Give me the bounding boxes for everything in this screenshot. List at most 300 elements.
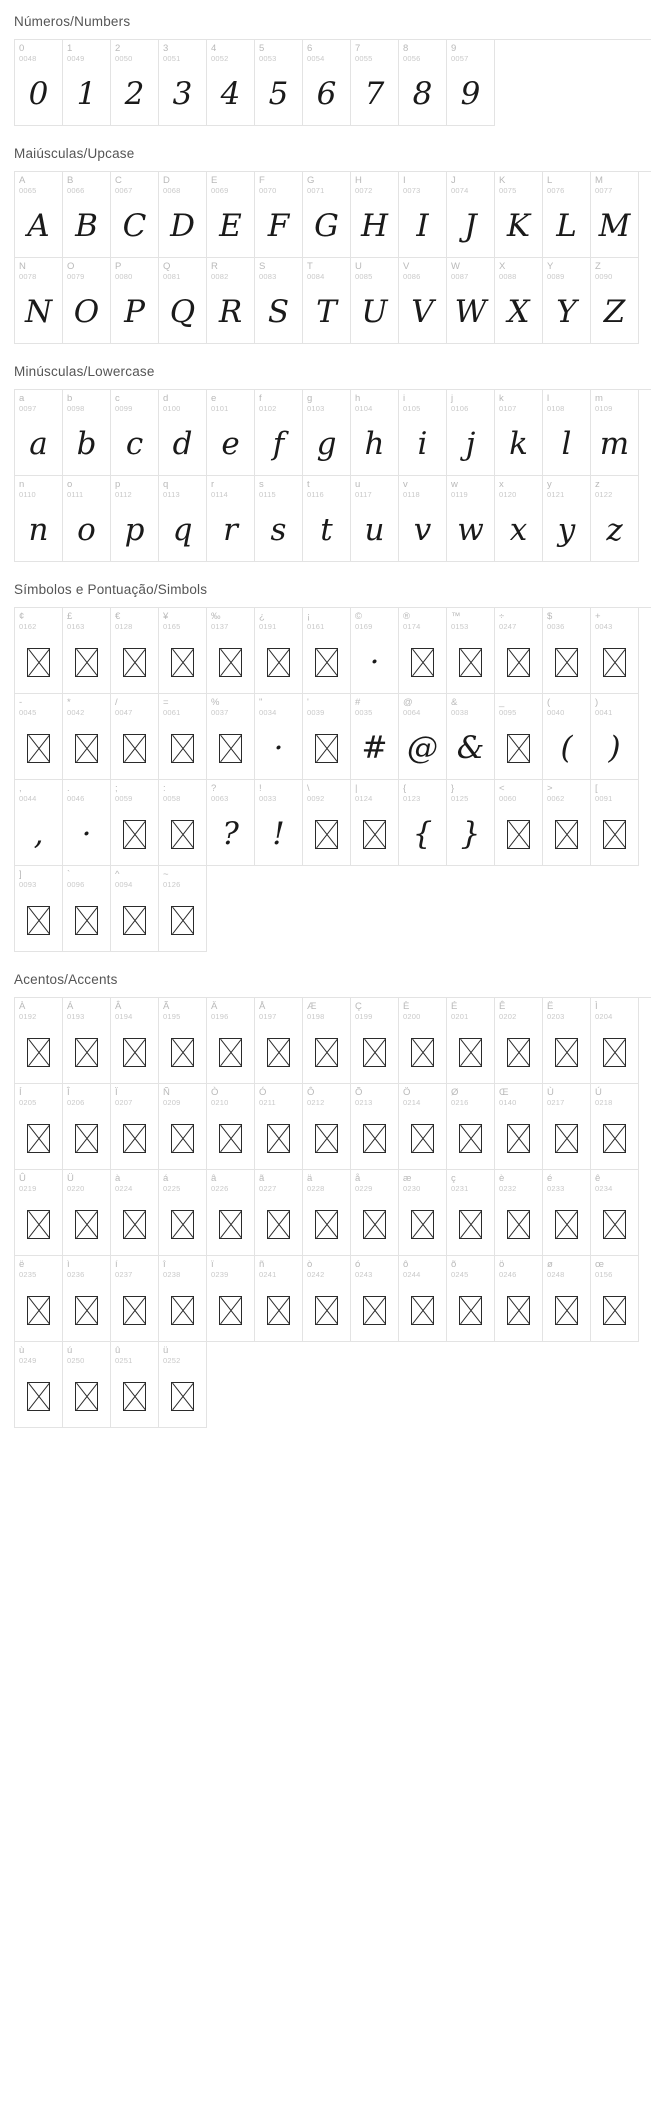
glyph-cell[interactable] xyxy=(255,608,303,694)
glyph-preview: i xyxy=(417,426,428,462)
glyph-preview: a xyxy=(29,426,48,462)
glyph-code-label: 0230 xyxy=(403,1184,421,1193)
glyph-cell[interactable] xyxy=(207,1170,255,1256)
glyph-char-label: ] xyxy=(19,869,22,880)
notdef-box-icon xyxy=(603,1210,626,1239)
glyph-cell[interactable] xyxy=(63,1256,111,1342)
glyph-char-label: H xyxy=(355,175,362,186)
glyph-char-label: v xyxy=(403,479,408,490)
glyph-cell[interactable] xyxy=(15,694,63,780)
notdef-box-icon xyxy=(111,1110,158,1166)
glyph-cell[interactable] xyxy=(543,694,591,780)
glyph-cell[interactable] xyxy=(15,1256,63,1342)
notdef-box-icon xyxy=(75,648,98,677)
glyph-code-label: 0083 xyxy=(259,272,277,281)
glyph-code-label: 0137 xyxy=(211,622,229,631)
glyph-cell[interactable] xyxy=(351,390,399,476)
glyph-cell[interactable] xyxy=(303,694,351,780)
glyph-code-label: 0060 xyxy=(499,794,517,803)
glyph-char-label: í xyxy=(115,1259,118,1270)
glyph-cell[interactable] xyxy=(15,1342,63,1428)
glyph-cell[interactable] xyxy=(159,694,207,780)
glyph-char-label: Q xyxy=(163,261,171,272)
glyph-cell[interactable] xyxy=(255,390,303,476)
glyph-preview: Z xyxy=(603,294,626,330)
notdef-box-icon xyxy=(159,1368,206,1424)
glyph-code-label: 0162 xyxy=(19,622,37,631)
glyph-preview: o xyxy=(77,512,96,548)
glyph-cell[interactable] xyxy=(111,866,159,952)
glyph-cell[interactable] xyxy=(447,40,495,126)
glyph-cell[interactable] xyxy=(591,1170,639,1256)
notdef-box-icon xyxy=(495,1282,542,1338)
glyph-char-label: Æ xyxy=(307,1001,317,1012)
glyph-cell[interactable] xyxy=(159,1084,207,1170)
glyph-cell[interactable] xyxy=(447,694,495,780)
glyph-code-label: 0080 xyxy=(115,272,133,281)
glyph-cell[interactable] xyxy=(207,1084,255,1170)
glyph-cell[interactable] xyxy=(15,608,63,694)
notdef-box-icon xyxy=(411,648,434,677)
notdef-box-icon xyxy=(219,1124,242,1153)
glyph-cell[interactable] xyxy=(63,390,111,476)
glyph-code-label: 0050 xyxy=(115,54,133,63)
glyph-cell[interactable] xyxy=(15,1170,63,1256)
glyph-cell[interactable] xyxy=(447,476,495,562)
glyph-code-label: 0108 xyxy=(547,404,565,413)
glyph-cell[interactable] xyxy=(63,476,111,562)
glyph-cell[interactable] xyxy=(591,258,639,344)
glyph-code-label: 0161 xyxy=(307,622,325,631)
glyph-code-label: 0101 xyxy=(211,404,229,413)
glyph-cell[interactable] xyxy=(351,780,399,866)
glyph-preview: L xyxy=(556,208,577,244)
glyph-code-label: 0237 xyxy=(115,1270,133,1279)
glyph-cell[interactable] xyxy=(63,998,111,1084)
glyph-char-label: 4 xyxy=(211,43,217,54)
glyph-cell[interactable] xyxy=(495,172,543,258)
glyph-char-label: ï xyxy=(211,1259,214,1270)
glyph-char-label: q xyxy=(163,479,169,490)
glyph-cell[interactable] xyxy=(15,1084,63,1170)
glyph-cell[interactable] xyxy=(447,1256,495,1342)
glyph-cell[interactable] xyxy=(159,258,207,344)
glyph-cell[interactable] xyxy=(351,1256,399,1342)
notdef-box-icon xyxy=(303,634,350,690)
glyph-cell[interactable] xyxy=(111,1256,159,1342)
glyph-char-label: . xyxy=(67,783,70,794)
glyph-cell[interactable] xyxy=(111,390,159,476)
glyph-code-label: 0217 xyxy=(547,1098,565,1107)
glyph-preview: r xyxy=(223,512,238,548)
glyph-cell[interactable] xyxy=(207,476,255,562)
glyph-char-label: ñ xyxy=(259,1259,265,1270)
glyph-cell[interactable] xyxy=(63,694,111,780)
glyph-preview: 2 xyxy=(124,76,145,112)
glyph-cell[interactable] xyxy=(543,998,591,1084)
notdef-box-icon xyxy=(15,1368,62,1424)
glyph-cell[interactable] xyxy=(495,1170,543,1256)
glyph-cell[interactable] xyxy=(447,780,495,866)
glyph-code-label: 0088 xyxy=(499,272,517,281)
glyph-cell[interactable] xyxy=(303,1256,351,1342)
glyph-code-label: 0107 xyxy=(499,404,517,413)
glyph-cell[interactable] xyxy=(159,476,207,562)
glyph-cell[interactable] xyxy=(159,780,207,866)
glyph-cell[interactable] xyxy=(543,1170,591,1256)
glyph-cell[interactable] xyxy=(399,1084,447,1170)
notdef-box-icon xyxy=(363,1038,386,1067)
glyph-cell[interactable] xyxy=(351,476,399,562)
notdef-box-icon xyxy=(555,820,578,849)
glyph-cell[interactable] xyxy=(303,390,351,476)
glyph-char-label: ê xyxy=(595,1173,601,1184)
glyph-char-label: P xyxy=(115,261,122,272)
notdef-box-icon xyxy=(111,1196,158,1252)
glyph-cell[interactable] xyxy=(399,172,447,258)
notdef-box-icon xyxy=(543,806,590,862)
glyph-cell[interactable] xyxy=(15,780,63,866)
glyph-cell[interactable] xyxy=(63,1084,111,1170)
glyph-code-label: 0075 xyxy=(499,186,517,195)
glyph-code-label: 0116 xyxy=(307,490,324,499)
notdef-box-icon xyxy=(63,1110,110,1166)
glyph-char-label: Ë xyxy=(547,1001,554,1012)
notdef-box-icon xyxy=(255,634,302,690)
glyph-cell[interactable] xyxy=(543,476,591,562)
glyph-cell[interactable] xyxy=(591,608,639,694)
glyph-cell[interactable] xyxy=(543,258,591,344)
glyph-char-label: # xyxy=(355,697,361,708)
glyph-cell[interactable] xyxy=(399,780,447,866)
glyph-cell[interactable] xyxy=(111,780,159,866)
glyph-cell[interactable] xyxy=(399,1170,447,1256)
glyph-cell[interactable] xyxy=(591,1084,639,1170)
glyph-cell[interactable] xyxy=(303,608,351,694)
glyph-code-label: 0228 xyxy=(307,1184,325,1193)
glyph-code-label: 0140 xyxy=(499,1098,517,1107)
glyph-char-label: ¥ xyxy=(163,611,169,622)
glyph-char-label: A xyxy=(19,175,26,186)
glyph-char-label: b xyxy=(67,393,73,404)
glyph-char-label: æ xyxy=(403,1173,412,1184)
glyph-cell[interactable] xyxy=(63,780,111,866)
glyph-code-label: 0054 xyxy=(307,54,325,63)
glyph-cell[interactable] xyxy=(111,608,159,694)
glyph-cell[interactable] xyxy=(447,608,495,694)
glyph-char-label: x xyxy=(499,479,504,490)
glyph-cell[interactable] xyxy=(159,866,207,952)
glyph-grid xyxy=(14,997,651,1428)
glyph-char-label: X xyxy=(499,261,506,272)
glyph-cell[interactable] xyxy=(255,258,303,344)
glyph-cell[interactable] xyxy=(15,172,63,258)
glyph-cell[interactable] xyxy=(111,172,159,258)
glyph-cell[interactable] xyxy=(543,1256,591,1342)
glyph-cell[interactable] xyxy=(207,694,255,780)
glyph-code-label: 0118 xyxy=(403,490,420,499)
glyph-code-label: 0238 xyxy=(163,1270,181,1279)
glyph-cell[interactable] xyxy=(63,40,111,126)
notdef-box-icon xyxy=(543,1110,590,1166)
notdef-box-icon xyxy=(363,1124,386,1153)
glyph-char-label: û xyxy=(115,1345,121,1356)
glyph-cell[interactable] xyxy=(495,1256,543,1342)
glyph-cell[interactable] xyxy=(255,780,303,866)
glyph-cell[interactable] xyxy=(111,1342,159,1428)
glyph-preview: V xyxy=(411,294,434,330)
glyph-cell[interactable] xyxy=(207,258,255,344)
glyph-preview: g xyxy=(316,426,337,462)
glyph-cell[interactable] xyxy=(543,172,591,258)
glyph-char-label: ¡ xyxy=(307,611,311,622)
glyph-cell[interactable] xyxy=(591,172,639,258)
notdef-box-icon xyxy=(543,1024,590,1080)
glyph-code-label: 0115 xyxy=(259,490,276,499)
glyph-cell[interactable] xyxy=(207,998,255,1084)
notdef-box-icon xyxy=(171,1382,194,1411)
glyph-cell[interactable] xyxy=(399,40,447,126)
glyph-char-label: ô xyxy=(403,1259,409,1270)
glyph-cell[interactable] xyxy=(351,1170,399,1256)
glyph-cell[interactable] xyxy=(447,258,495,344)
glyph-cell[interactable] xyxy=(15,866,63,952)
section-title: Maiúsculas/Upcase xyxy=(14,146,135,161)
glyph-cell[interactable] xyxy=(15,998,63,1084)
glyph-cell[interactable] xyxy=(207,390,255,476)
glyph-cell[interactable] xyxy=(303,40,351,126)
glyph-code-label: 0241 xyxy=(259,1270,277,1279)
notdef-box-icon xyxy=(63,1196,110,1252)
notdef-box-icon xyxy=(219,734,242,763)
glyph-cell[interactable] xyxy=(447,1170,495,1256)
glyph-cell[interactable] xyxy=(447,390,495,476)
glyph-cell[interactable] xyxy=(63,1170,111,1256)
glyph-code-label: 0120 xyxy=(499,490,517,499)
notdef-box-icon xyxy=(447,1282,494,1338)
glyph-char-label: + xyxy=(595,611,601,622)
glyph-cell[interactable] xyxy=(495,694,543,780)
glyph-cell[interactable] xyxy=(303,1084,351,1170)
glyph-cell[interactable] xyxy=(207,172,255,258)
notdef-box-icon xyxy=(303,1282,350,1338)
glyph-cell[interactable] xyxy=(255,694,303,780)
glyph-cell[interactable] xyxy=(111,1084,159,1170)
glyph-code-label: 0087 xyxy=(451,272,469,281)
glyph-cell[interactable] xyxy=(207,780,255,866)
glyph-cell[interactable] xyxy=(543,390,591,476)
glyph-cell[interactable] xyxy=(303,780,351,866)
glyph-cell[interactable] xyxy=(399,476,447,562)
glyph-cell[interactable] xyxy=(351,998,399,1084)
glyph-cell[interactable] xyxy=(351,40,399,126)
glyph-cell[interactable] xyxy=(399,1256,447,1342)
glyph-cell[interactable] xyxy=(399,608,447,694)
glyph-cell[interactable] xyxy=(351,258,399,344)
glyph-cell[interactable] xyxy=(255,476,303,562)
glyph-char-label: J xyxy=(451,175,456,186)
notdef-box-icon xyxy=(507,1296,530,1325)
glyph-code-label: 0204 xyxy=(595,1012,613,1021)
glyph-cell[interactable] xyxy=(303,172,351,258)
glyph-cell[interactable] xyxy=(591,998,639,1084)
glyph-cell[interactable] xyxy=(111,998,159,1084)
glyph-cell[interactable] xyxy=(399,694,447,780)
glyph-cell[interactable] xyxy=(495,390,543,476)
glyph-cell[interactable] xyxy=(159,1342,207,1428)
glyph-cell[interactable] xyxy=(15,476,63,562)
glyph-char-label: Ï xyxy=(115,1087,118,1098)
glyph-cell[interactable] xyxy=(111,40,159,126)
glyph-cell[interactable] xyxy=(495,998,543,1084)
notdef-box-icon xyxy=(219,1038,242,1067)
glyph-char-label: { xyxy=(403,783,407,794)
glyph-cell[interactable] xyxy=(543,608,591,694)
glyph-cell[interactable] xyxy=(255,1084,303,1170)
glyph-cell[interactable] xyxy=(495,476,543,562)
glyph-cell[interactable] xyxy=(159,1170,207,1256)
notdef-box-icon xyxy=(399,1024,446,1080)
glyph-preview: H xyxy=(360,208,389,244)
glyph-cell[interactable] xyxy=(111,476,159,562)
glyph-code-label: 0114 xyxy=(211,490,228,499)
notdef-box-icon xyxy=(447,634,494,690)
glyph-cell[interactable] xyxy=(447,998,495,1084)
glyph-char-label: m xyxy=(595,393,603,404)
glyph-code-label: 0049 xyxy=(67,54,85,63)
glyph-cell[interactable] xyxy=(591,1256,639,1342)
notdef-box-icon xyxy=(399,634,446,690)
glyph-preview: 1 xyxy=(76,76,97,112)
notdef-box-icon xyxy=(303,720,350,776)
glyph-cell[interactable] xyxy=(255,1256,303,1342)
glyph-cell[interactable] xyxy=(591,390,639,476)
glyph-cell[interactable] xyxy=(111,258,159,344)
glyph-preview: 9 xyxy=(460,76,481,112)
notdef-box-icon xyxy=(111,806,158,862)
glyph-cell[interactable] xyxy=(159,998,207,1084)
glyph-code-label: 0082 xyxy=(211,272,229,281)
glyph-cell[interactable] xyxy=(543,1084,591,1170)
glyph-cell[interactable] xyxy=(399,258,447,344)
glyph-preview: w xyxy=(457,512,484,548)
notdef-box-icon xyxy=(303,1196,350,1252)
glyph-code-label: 0245 xyxy=(451,1270,469,1279)
glyph-cell[interactable] xyxy=(399,390,447,476)
glyph-code-label: 0105 xyxy=(403,404,421,413)
glyph-cell[interactable] xyxy=(15,40,63,126)
glyph-char-label: 2 xyxy=(115,43,121,54)
glyph-cell[interactable] xyxy=(111,694,159,780)
notdef-box-icon xyxy=(591,1110,638,1166)
glyph-char-label: Ø xyxy=(451,1087,459,1098)
glyph-code-label: 0043 xyxy=(595,622,613,631)
glyph-cell[interactable] xyxy=(63,258,111,344)
glyph-cell[interactable] xyxy=(207,40,255,126)
glyph-code-label: 0224 xyxy=(115,1184,133,1193)
glyph-cell[interactable] xyxy=(399,998,447,1084)
glyph-cell[interactable] xyxy=(207,608,255,694)
glyph-cell[interactable] xyxy=(63,866,111,952)
glyph-cell[interactable] xyxy=(255,998,303,1084)
glyph-cell[interactable] xyxy=(63,1342,111,1428)
glyph-cell[interactable] xyxy=(351,1084,399,1170)
glyph-cell[interactable] xyxy=(591,694,639,780)
glyph-cell[interactable] xyxy=(543,780,591,866)
glyph-code-label: 0100 xyxy=(163,404,181,413)
notdef-box-icon xyxy=(63,1282,110,1338)
glyph-cell[interactable] xyxy=(255,172,303,258)
glyph-preview: E xyxy=(219,208,242,244)
glyph-cell[interactable] xyxy=(495,258,543,344)
glyph-code-label: 0062 xyxy=(547,794,565,803)
glyph-cell[interactable] xyxy=(159,390,207,476)
notdef-box-icon xyxy=(363,820,386,849)
glyph-char-label: d xyxy=(163,393,169,404)
notdef-box-icon xyxy=(123,734,146,763)
glyph-char-label: î xyxy=(163,1259,166,1270)
glyph-cell[interactable] xyxy=(159,1256,207,1342)
glyph-cell[interactable] xyxy=(303,476,351,562)
glyph-code-label: 0097 xyxy=(19,404,37,413)
notdef-box-icon xyxy=(459,1038,482,1067)
glyph-cell[interactable] xyxy=(15,258,63,344)
glyph-cell[interactable] xyxy=(159,40,207,126)
glyph-char-label: O xyxy=(67,261,75,272)
glyph-cell[interactable] xyxy=(591,476,639,562)
notdef-box-icon xyxy=(603,820,626,849)
glyph-code-label: 0048 xyxy=(19,54,37,63)
glyph-cell[interactable] xyxy=(159,172,207,258)
glyph-cell[interactable] xyxy=(351,608,399,694)
glyph-cell[interactable] xyxy=(63,172,111,258)
glyph-cell[interactable] xyxy=(303,998,351,1084)
glyph-char-label: ' xyxy=(307,697,309,708)
glyph-cell[interactable] xyxy=(111,1170,159,1256)
glyph-cell[interactable] xyxy=(351,694,399,780)
glyph-char-label: ¿ xyxy=(259,611,265,622)
glyph-cell[interactable] xyxy=(591,780,639,866)
glyph-cell[interactable] xyxy=(495,608,543,694)
glyph-cell[interactable] xyxy=(207,1256,255,1342)
glyph-cell[interactable] xyxy=(159,608,207,694)
notdef-box-icon xyxy=(63,720,110,776)
glyph-code-label: 0163 xyxy=(67,622,85,631)
notdef-box-icon xyxy=(27,1124,50,1153)
notdef-box-icon xyxy=(603,1296,626,1325)
glyph-char-label: T xyxy=(307,261,313,272)
glyph-cell[interactable] xyxy=(495,780,543,866)
glyph-cell[interactable] xyxy=(351,172,399,258)
glyph-cell[interactable] xyxy=(447,1084,495,1170)
notdef-box-icon xyxy=(399,1282,446,1338)
notdef-box-icon xyxy=(447,1024,494,1080)
notdef-box-icon xyxy=(411,1210,434,1239)
glyph-cell[interactable] xyxy=(15,390,63,476)
glyph-preview: N xyxy=(24,294,53,330)
glyph-preview: M xyxy=(598,208,631,244)
glyph-cell[interactable] xyxy=(255,1170,303,1256)
glyph-cell[interactable] xyxy=(63,608,111,694)
notdef-box-icon xyxy=(267,1210,290,1239)
glyph-cell[interactable] xyxy=(255,40,303,126)
glyph-char-label: é xyxy=(547,1173,553,1184)
glyph-cell[interactable] xyxy=(303,1170,351,1256)
glyph-cell[interactable] xyxy=(303,258,351,344)
notdef-box-icon xyxy=(495,1024,542,1080)
glyph-cell[interactable] xyxy=(495,1084,543,1170)
glyph-cell[interactable] xyxy=(447,172,495,258)
